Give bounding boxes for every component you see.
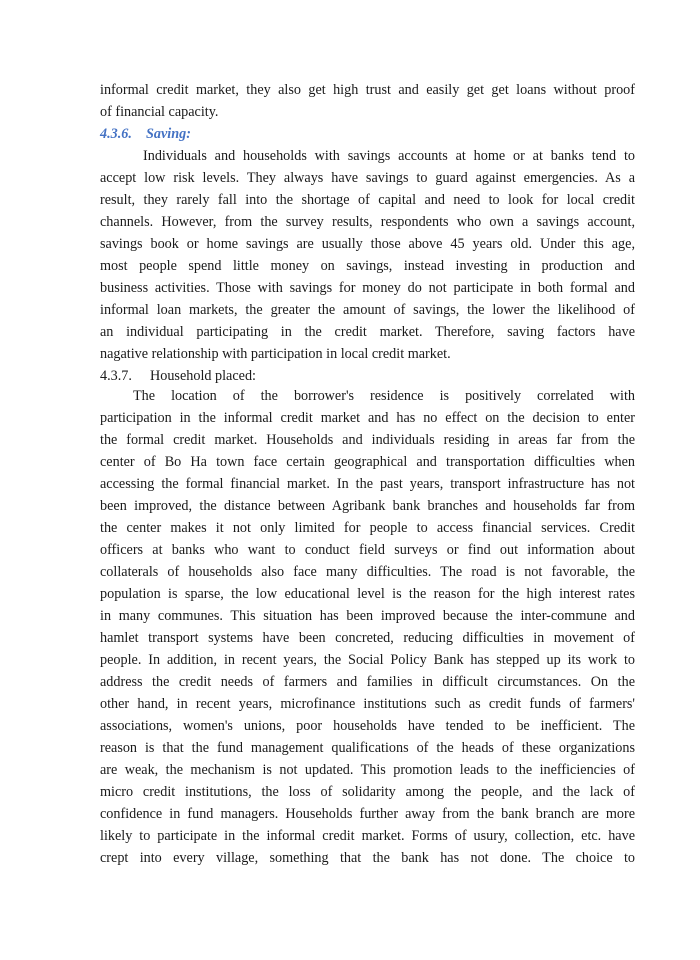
text-line: crept into every village, something that the bank has not done. The choice to [100, 850, 635, 866]
text-line: confidence in fund managers. Households further away from the bank branch are more [100, 806, 635, 822]
text-line: informal loan markets, the greater the amount of savings, the lower the likelihood of [100, 302, 635, 318]
text-line: center of Bo Ha town face certain geographical and transportation difficulties when [100, 454, 635, 470]
text-line: other hand, in recent years, microfinance institutions such as credit funds of farmers' [100, 696, 635, 712]
text-line: Individuals and households with savings accounts at home or at banks tend to [143, 148, 635, 164]
section-number: 4.3.6. [100, 126, 132, 142]
section-title: Household placed: [150, 368, 256, 384]
text-line: accessing the formal financial market. In the past years, transport infrastructure has not [100, 476, 635, 492]
section-heading-saving [100, 125, 191, 143]
text-line: participation in the informal credit market and has no effect on the decision to enter [100, 410, 635, 426]
text-line: an individual participating in the credit market. Therefore, saving factors have [100, 324, 635, 340]
text-line: people. In addition, in recent years, the Social Policy Bank has stepped up its work to [100, 652, 635, 668]
text-line: The location of the borrower's residence is positively correlated with [133, 388, 635, 404]
text-line: population is sparse, the low educational level is the reason for the high interest rates [100, 586, 635, 602]
text-line: informal credit market, they also get high trust and easily get get loans without proof [100, 82, 635, 98]
text-line: most people spend little money on savings, instead investing in production and [100, 258, 635, 274]
text-line: nagative relationship with participation in local credit market. [100, 346, 451, 362]
text-line: been improved, the distance between Agribank bank branches and households far from [100, 498, 635, 514]
text-line: hamlet transport systems have been concreted, reducing difficulties in movement of [100, 630, 635, 646]
text-line: business activities. Those with savings for money do not participate in both formal and [100, 280, 635, 296]
text-line: the formal credit market. Households and individuals residing in areas far from the [100, 432, 635, 448]
text-line: are weak, the mechanism is not updated. This promotion leads to the inefficiencies of [100, 762, 635, 778]
text-line: micro credit institutions, the loss of solidarity among the people, and the lack of [100, 784, 635, 800]
text-line: accept low risk levels. They always have savings to guard against emergencies. As a [100, 170, 635, 186]
text-line: officers at banks who want to conduct field surveys or find out information about [100, 542, 635, 558]
text-line: the center makes it not only limited for people to access financial services. Credit [100, 520, 635, 536]
text-line: likely to participate in the informal credit market. Forms of usury, collection, etc. have [100, 828, 635, 844]
text-line: result, they rarely fall into the shortage of capital and need to look for local credit [100, 192, 635, 208]
section-number: 4.3.7. [100, 368, 132, 384]
text-line: in many communes. This situation has been improved because the inter-commune and [100, 608, 635, 624]
text-line: associations, women's unions, poor households have tended to be inefficient. The [100, 718, 635, 734]
text-line: collaterals of households also face many difficulties. The road is not favorable, the [100, 564, 635, 580]
text-line: reason is that the fund management qualifications of the heads of these organizations [100, 740, 635, 756]
text-line: of financial capacity. [100, 104, 219, 120]
section-title: Saving: [146, 126, 191, 142]
text-line: channels. However, from the survey results, respondents who own a savings account, [100, 214, 635, 230]
text-line: address the credit needs of farmers and families in difficult circumstances. On the [100, 674, 635, 690]
section-heading-household [100, 367, 256, 385]
text-line: savings book or home savings are usually those above 45 years old. Under this age, [100, 236, 635, 252]
